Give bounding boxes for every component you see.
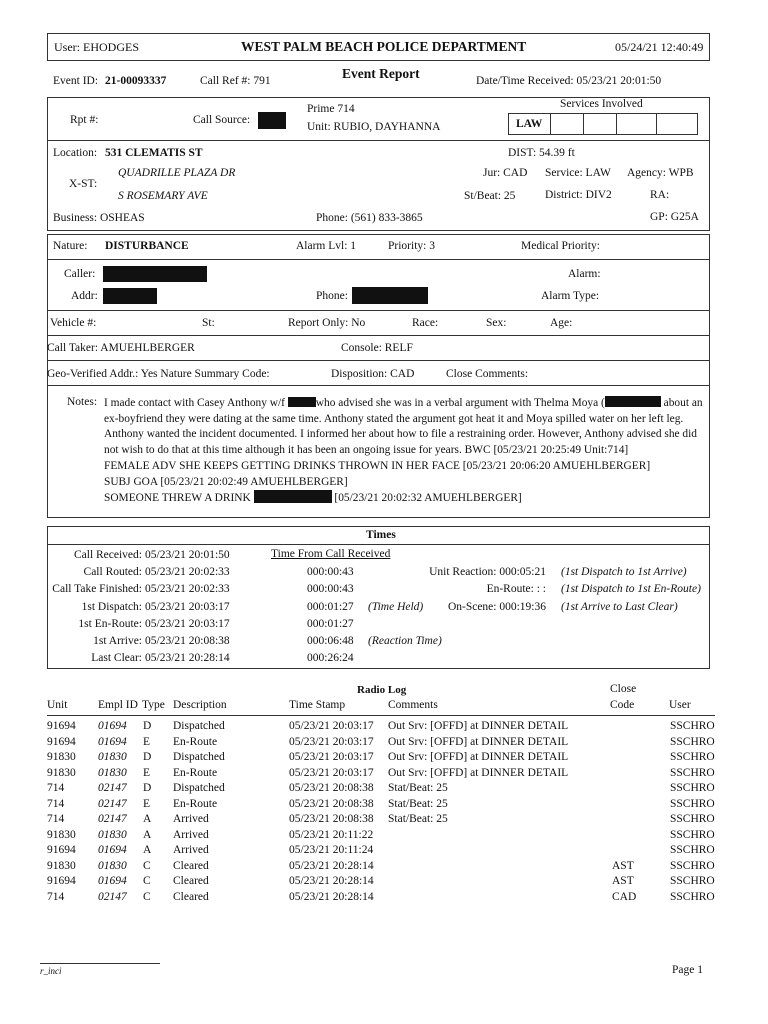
service-box-2 (550, 113, 584, 135)
time-summary-note: (1st Dispatch to 1st En-Route) (561, 583, 701, 596)
col-close: Close (610, 683, 637, 695)
cell-ts: 05/23/21 20:08:38 (289, 813, 374, 825)
time-label: Call Take Finished: (52, 583, 142, 596)
cross-street-2: S ROSEMARY AVE (118, 190, 208, 202)
cell-user: SSCHRO (670, 751, 715, 763)
cell-comment: Out Srv: [OFFD] at DINNER DETAIL (388, 735, 569, 748)
col-user: User (669, 699, 691, 711)
radio-log-title: Radio Log (357, 684, 407, 696)
cell-user: SSCHRO (670, 844, 715, 856)
gp: GP: G25A (650, 211, 699, 223)
business-phone: Phone: (561) 833-3865 (316, 212, 423, 224)
user-label: User: EHODGES (54, 40, 139, 54)
times-title: Times (366, 529, 396, 541)
cell-unit: 91694 (47, 875, 76, 887)
cell-comment: Stat/Beat: 25 (388, 813, 448, 825)
redacted-dob-2 (605, 396, 661, 407)
time-value: 05/23/21 20:02:33 (145, 583, 230, 596)
location-label: Location: (53, 147, 98, 159)
cell-desc: Arrived (173, 828, 209, 841)
jurisdiction: Jur: CAD (483, 167, 528, 179)
location-value: 531 CLEMATIS ST (105, 147, 203, 159)
footer-form-id: r_inci (40, 966, 62, 976)
cell-ts: 05/23/21 20:11:22 (289, 828, 374, 841)
cell-type: C (143, 890, 151, 903)
col-comments: Comments (388, 699, 438, 711)
redacted-phone (352, 287, 428, 304)
caller-phone-label: Phone: (316, 290, 348, 302)
cell-desc: Dispatched (173, 751, 225, 763)
time-from: 000:00:43 (307, 583, 354, 596)
rpt-label: Rpt #: (70, 114, 99, 126)
col-code: Code (610, 699, 635, 711)
service-box-4 (616, 113, 657, 135)
cell-desc: Dispatched (173, 782, 225, 794)
cell-desc: En-Route (173, 766, 218, 779)
console: Console: RELF (341, 342, 413, 354)
ra: RA: (650, 189, 670, 201)
cell-desc: Cleared (173, 875, 209, 887)
notes-line-3: SUBJ GOA [05/23/21 20:02:49 AMUEHLBERGER] (104, 475, 348, 488)
cell-ts: 05/23/21 20:03:17 (289, 766, 374, 779)
cell-type: E (143, 735, 151, 748)
cell-user: SSCHRO (670, 766, 715, 779)
time-summary: En-Route: : : (486, 583, 546, 596)
time-value: 05/23/21 20:03:17 (145, 617, 230, 630)
time-summary-note: (1st Dispatch to 1st Arrive) (561, 566, 687, 579)
caller-label: Caller: (64, 268, 96, 280)
time-value: 05/23/21 20:03:17 (145, 600, 230, 613)
notes-paragraph-1: I made contact with Casey Anthony w/f who advised she was in a verbal argument with Thelma Moya ( about an ex-boyfriend they were dating at the same time. Anthony stated the argument got heat it and Moya spilled water on her left leg. Anthony wanted the incident documented. I informed her about how to file a restraining order. However, Anthony advised she did not wish to do that at this time although it has been an ongoing issue for years. BWC [05/23/21 20:25:49 Unit:714] (104, 397, 703, 457)
cell-empl: 02147 (98, 890, 127, 903)
alarm-type-label: Alarm Type: (541, 290, 600, 302)
cell-type: D (143, 720, 152, 732)
cell-ts: 05/23/21 20:08:38 (289, 782, 374, 794)
st-beat: St/Beat: 25 (464, 190, 516, 202)
time-from-label: Time From Call Received (271, 548, 391, 560)
time-label: 1st Dispatch: (81, 600, 142, 613)
event-id-label: Event ID: (53, 75, 99, 87)
cell-type: E (143, 766, 151, 779)
cell-ts: 05/23/21 20:03:17 (289, 735, 374, 748)
time-summary: Unit Reaction: 000:05:21 (429, 566, 546, 579)
time-label: 1st Arrive: (93, 635, 142, 647)
prime-unit: Prime 714 (307, 103, 355, 115)
cell-user: SSCHRO (670, 813, 715, 825)
cell-unit: 91830 (47, 828, 76, 841)
cell-code: CAD (612, 890, 637, 903)
cell-unit: 714 (47, 797, 65, 810)
col-desc: Description (173, 699, 227, 711)
department-title: WEST PALM BEACH POLICE DEPARTMENT (241, 39, 527, 54)
addr-label: Addr: (71, 290, 98, 302)
race-label: Race: (412, 317, 439, 329)
cell-empl: 01694 (98, 720, 127, 732)
cell-unit: 714 (47, 782, 65, 794)
cell-ts: 05/23/21 20:28:14 (289, 875, 374, 887)
cell-desc: Dispatched (173, 720, 225, 732)
time-from: 000:06:48 (307, 635, 354, 647)
agency: Agency: WPB (627, 167, 694, 179)
service-law: LAW (516, 118, 543, 130)
alarm-label: Alarm: (568, 268, 601, 280)
redacted-dob-1 (288, 397, 316, 407)
cell-desc: Cleared (173, 890, 209, 903)
district: District: DIV2 (545, 189, 612, 201)
col-timestamp: Time Stamp (289, 699, 346, 711)
cell-empl: 01830 (98, 859, 127, 872)
cell-ts: 05/23/21 20:28:14 (289, 859, 374, 872)
report-title: Event Report (342, 66, 420, 81)
cell-empl: 02147 (98, 782, 127, 794)
time-summary-note: (1st Arrive to Last Clear) (561, 600, 678, 613)
cell-unit: 91694 (47, 720, 76, 732)
geo-verified: Geo-Verified Addr.: Yes Nature Summary Code: (47, 368, 270, 380)
priority: Priority: 3 (388, 240, 435, 252)
cell-ts: 05/23/21 20:11:24 (289, 844, 374, 856)
time-label: Call Routed: (83, 566, 142, 579)
cell-desc: En-Route (173, 735, 218, 748)
xst-label: X-ST: (69, 178, 98, 190)
cell-code: AST (612, 875, 634, 887)
notes-line-4: SOMEONE THREW A DRINK [05/23/21 20:02:32 AMUEHLBERGER] (104, 492, 522, 505)
cell-desc: Cleared (173, 859, 209, 872)
cross-street-1: QUADRILLE PLAZA DR (118, 167, 236, 179)
cell-type: A (143, 844, 152, 856)
cell-empl: 02147 (98, 797, 127, 810)
cell-empl: 01830 (98, 766, 127, 779)
cell-unit: 91694 (47, 844, 76, 856)
time-note: (Time Held) (368, 600, 424, 613)
time-from: 000:00:43 (307, 566, 354, 579)
age-label: Age: (550, 317, 573, 329)
cell-unit: 714 (47, 890, 65, 903)
cell-desc: En-Route (173, 797, 218, 810)
medical-priority: Medical Priority: (521, 240, 600, 252)
time-value: 05/23/21 20:02:33 (145, 566, 230, 579)
cell-empl: 01830 (98, 828, 127, 841)
cell-user: SSCHRO (670, 735, 715, 748)
time-label: Call Received: (73, 549, 142, 561)
cell-user: SSCHRO (670, 875, 715, 887)
notes-text (104, 396, 704, 507)
cell-comment: Out Srv: [OFFD] at DINNER DETAIL (388, 751, 569, 763)
vehicle-block (47, 311, 710, 336)
notes-line-2: FEMALE ADV SHE KEEPS GETTING DRINKS THROWN IN HER FACE [05/23/21 20:06:20 AMUEHLBERGER] (104, 459, 651, 472)
service-box-3 (583, 113, 617, 135)
nature-label: Nature: (53, 240, 88, 252)
cell-ts: 05/23/21 20:03:17 (289, 720, 374, 732)
cell-ts: 05/23/21 20:28:14 (289, 890, 374, 903)
report-only: Report Only: No (288, 317, 366, 329)
call-taker: Call Taker: AMUEHLBERGER (47, 342, 195, 354)
unit-officer: Unit: RUBIO, DAYHANNA (307, 121, 441, 133)
cell-unit: 91830 (47, 766, 76, 779)
redacted-caller (103, 266, 207, 282)
cell-empl: 02147 (98, 813, 127, 825)
redacted-drink-detail (254, 490, 332, 503)
sex-label: Sex: (486, 317, 507, 329)
services-label: Services Involved (560, 98, 643, 110)
cell-unit: 91830 (47, 859, 76, 872)
col-type: Type (142, 699, 165, 711)
cell-comment: Out Srv: [OFFD] at DINNER DETAIL (388, 766, 569, 779)
time-summary: On-Scene: 000:19:36 (447, 600, 546, 613)
cell-desc: Arrived (173, 813, 209, 825)
cell-user: SSCHRO (670, 782, 715, 794)
cell-empl: 01694 (98, 844, 127, 856)
cell-unit: 714 (47, 813, 65, 825)
radio-header-rule (47, 715, 715, 716)
st-label: St: (202, 317, 215, 329)
time-value: 05/23/21 20:28:14 (145, 652, 230, 665)
time-label: 1st En-Route: (78, 617, 142, 630)
cell-type: A (143, 813, 152, 825)
notes-label: Notes: (67, 396, 98, 408)
cell-empl: 01694 (98, 875, 127, 887)
print-datetime: 05/24/21 12:40:49 (615, 40, 704, 54)
cell-type: D (143, 751, 152, 763)
distance: DIST: 54.39 ft (508, 147, 575, 159)
cell-user: SSCHRO (670, 828, 715, 841)
time-from: 000:01:27 (307, 600, 354, 613)
cell-type: C (143, 859, 151, 872)
cell-user: SSCHRO (670, 859, 715, 872)
event-id: 21-00093337 (105, 75, 167, 87)
time-from: 000:26:24 (307, 652, 354, 665)
redacted-call-source (258, 112, 286, 129)
cell-user: SSCHRO (670, 890, 715, 903)
col-unit: Unit (47, 699, 68, 711)
time-note: (Reaction Time) (368, 635, 442, 647)
redacted-address (103, 288, 157, 304)
cell-comment: Stat/Beat: 25 (388, 782, 448, 794)
vehicle-label: Vehicle #: (50, 317, 97, 329)
cell-type: D (143, 782, 152, 794)
cell-type: E (143, 797, 151, 810)
cell-comment: Stat/Beat: 25 (388, 797, 448, 810)
cell-comment: Out Srv: [OFFD] at DINNER DETAIL (388, 720, 569, 732)
cell-type: A (143, 828, 152, 841)
time-from: 000:01:27 (307, 617, 354, 630)
time-label: Last Clear: (91, 652, 142, 665)
service: Service: LAW (545, 167, 611, 179)
call-ref: Call Ref #: 791 (200, 75, 271, 87)
cell-empl: 01830 (98, 751, 127, 763)
page-number: Page 1 (672, 964, 703, 976)
cell-unit: 91694 (47, 735, 76, 748)
col-empl: Empl ID (98, 699, 138, 711)
cell-ts: 05/23/21 20:03:17 (289, 751, 374, 763)
cell-empl: 01694 (98, 735, 127, 748)
disposition: Disposition: CAD (331, 368, 415, 380)
cell-desc: Arrived (173, 844, 209, 856)
time-value: 05/23/21 20:08:38 (145, 635, 230, 647)
call-source-label: Call Source: (193, 114, 251, 126)
cell-code: AST (612, 859, 634, 872)
alarm-level: Alarm Lvl: 1 (296, 240, 357, 252)
time-value: 05/23/21 20:01:50 (145, 549, 230, 561)
cell-user: SSCHRO (670, 797, 715, 810)
nature-value: DISTURBANCE (105, 240, 189, 252)
close-comments: Close Comments: (446, 368, 529, 380)
service-box-5 (656, 113, 698, 135)
cell-unit: 91830 (47, 751, 76, 763)
cell-ts: 05/23/21 20:08:38 (289, 797, 374, 810)
footer-rule (40, 963, 160, 964)
business: Business: OSHEAS (53, 212, 145, 224)
cell-type: C (143, 875, 151, 887)
date-received: Date/Time Received: 05/23/21 20:01:50 (476, 75, 662, 87)
cell-user: SSCHRO (670, 720, 715, 732)
